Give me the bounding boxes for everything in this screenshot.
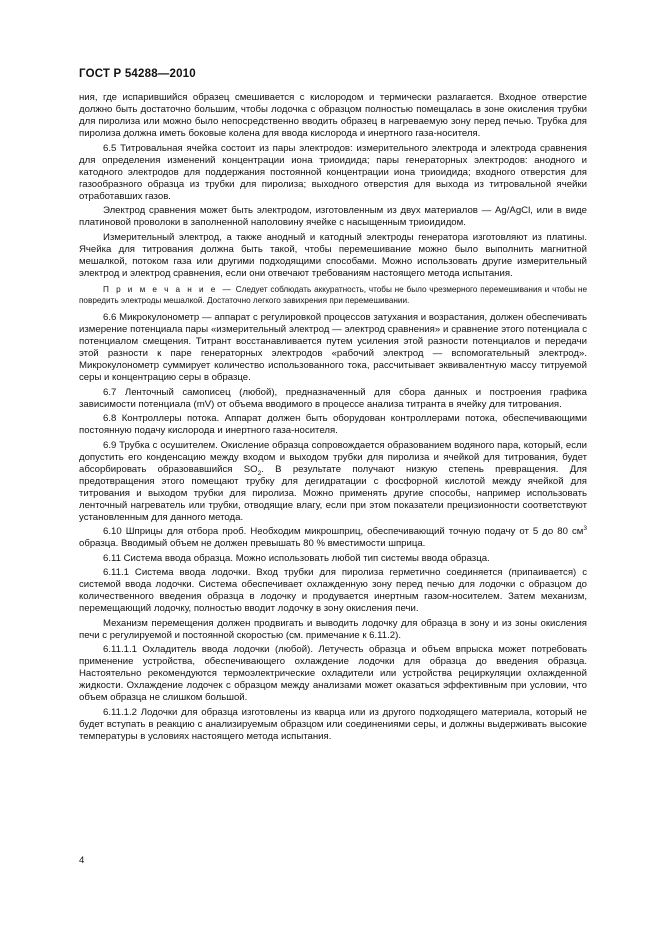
paragraph-6-9 — [79, 440, 587, 524]
note — [79, 284, 587, 306]
document-header: ГОСТ Р 54288—2010 — [79, 68, 196, 80]
so2-subscript: 2 — [257, 469, 262, 477]
paragraph-reference-electrode: Электрод сравнения может быть электродом, изготовленным из двух материалов — Ag/AgCl, или в виде платиновой проволоки в заполненной наполовину ячейке с насыщенным триоидидом. — [79, 205, 587, 229]
paragraph-6-9-part-b: . В результате получают низкую степень превращения. Для предотвращения этого помещают трубку для дегидратации с фосфорной кислотой между ячейкой для титрования и выходом трубки для пиролиза. Можно применять другие способы, например использовать ленточный нагреватель или трубки, отводящие влагу, если при этом показатели прецизионности соответствуют установленным для данного метода. — [79, 463, 587, 523]
paragraph-mechanism: Механизм перемещения должен продвигать и выводить лодочку для образца в зону и из зоны окисления печи с регулируемой и постоянной скоростью (см. примечание к 6.11.2). — [79, 617, 587, 641]
paragraph-6-5: 6.5 Титровальная ячейка состоит из пары электродов: измерительного электрода и электрода сравнения для определения изменений концентрации иона триоидида; пары генераторных электродов: анодного и катодного электродов для поддержания постоянной концентрации иона триоидида; входного отверстия для газообразного образца из трубки для пиролиза; выходного отверстия для выхода из титровальной ячейки отработавших газов. — [79, 142, 587, 202]
cm3-superscript: 3 — [583, 525, 587, 533]
paragraph-6-11: 6.11 Система ввода образца. Можно использовать любой тип системы ввода образца. — [103, 552, 490, 564]
note-text: Следует соблюдать аккуратность, чтобы не было чрезмерного перемешивания и чтобы не повредить электроды мешалкой. Достаточно легкого завихрения при перемешивании. — [79, 284, 588, 305]
paragraph-6-10-part-a: 6.10 Шприцы для отбора проб. Необходим микрошприц, обеспечивающий точную подачу от 5 до 80 см — [103, 526, 584, 538]
paragraph-6-10 — [79, 526, 587, 550]
paragraph-continuation: ния, где испарившийся образец смешивается с кислородом и термически разлагается. Входное отверстие должно быть достаточно большим, чтобы лодочка с образцом полностью помещалась в зоне окисления трубки для пиролиза или можно было непосредственно вводить образец в нагреваемую зону перед печью. Трубка для пиролиза должна иметь боковые колена для ввода кислорода и инертного газа-носителя. — [79, 92, 587, 140]
paragraph-6-11-1: 6.11.1 Система ввода лодочки. Вход трубки для пиролиза герметично соединяется (припаивается) с системой ввода лодочки. Система обеспечивает охлажденную зону перед печью для лодочки с образцом до количественного введения образца в лодочку и продувается инертным газом-носителем. Затем механизм, перемещающий лодочку, полностью вводит лодочку в зону окисления печи. — [79, 567, 587, 615]
paragraph-6-11-1-1: 6.11.1.1 Охладитель ввода лодочки (любой). Летучесть образца и объем впрыска может потребовать применение устройства, обеспечивающего охлаждение лодочки для образца до введения образца. Настоятельно рекомендуются термоэлектрические охладители или устройства рециркуляции охлажденной жидкости. Охлаждение лодочек с образцом между анализами может оказаться эффективным при условии, что объем образца не слишком большой. — [79, 644, 587, 704]
paragraph-measuring-electrode: Измерительный электрод, а также анодный и катодный электроды генератора изготовляют из платины. Ячейка для титрования должна быть такой, чтобы перемешивание можно было выполнить магнитной мешалкой, потоком газа или другими подходящими способами. Можно использовать другие измерительный электрод и электрод сравнения, если они отвечают требованиям настоящего метода испытания. — [79, 231, 587, 279]
paragraph-6-9-part-a: 6.9 Трубка с осушителем. Окисление образца сопровождается образованием водяного пара, который, если допустить его конденсацию между входом и выходом трубки для пиролиза и ячейкой для титрования, будет абсорбировать образовавшийся SO — [79, 439, 587, 475]
paragraph-6-7: 6.7 Ленточный самописец (любой), предназначенный для сбора данных и построения графика зависимости потенциала (mV) от объема вводимого в процессе анализа титранта в ячейку для титрования. — [79, 386, 587, 410]
paragraph-6-10-part-b: образца. Вводимый объем не должен превышать 80 % вместимости шприца. — [79, 538, 426, 550]
paragraph-6-11-1-2: 6.11.1.2 Лодочки для образца изготовлены из кварца или из другого подходящего материала, который не будет вступать в реакцию с анализируемым образцом или соединениями серы, и должны выдерживать высокие температуры в условиях настоящего метода испытания. — [79, 706, 587, 742]
paragraph-6-8: 6.8 Контроллеры потока. Аппарат должен быть оборудован контроллерами потока, обеспечивающими постоянную подачу кислорода и инертного газа-носителя. — [79, 413, 587, 437]
note-label: П р и м е ч а н и е — — [103, 284, 233, 294]
document-body — [79, 92, 587, 745]
paragraph-6-6: 6.6 Микрокулонометр — аппарат с регулировкой процессов затухания и возрастания, должен обеспечивать измерение потенциала пары «измерительный электрод — электрод сравнения» и сравнение этого потенциала с потенциалом смещения. Титрант восстанавливается путем усиления этой разности потенциалов и передачи этой разности к паре генераторных электродов «рабочий электрод — вспомогательный электрод». Микрокулонометр суммирует количество использованного тока, рассчитывает эквивалентную массу титруемой серы и концентрацию серы в образце. — [79, 311, 587, 384]
page-number: 4 — [79, 855, 85, 866]
